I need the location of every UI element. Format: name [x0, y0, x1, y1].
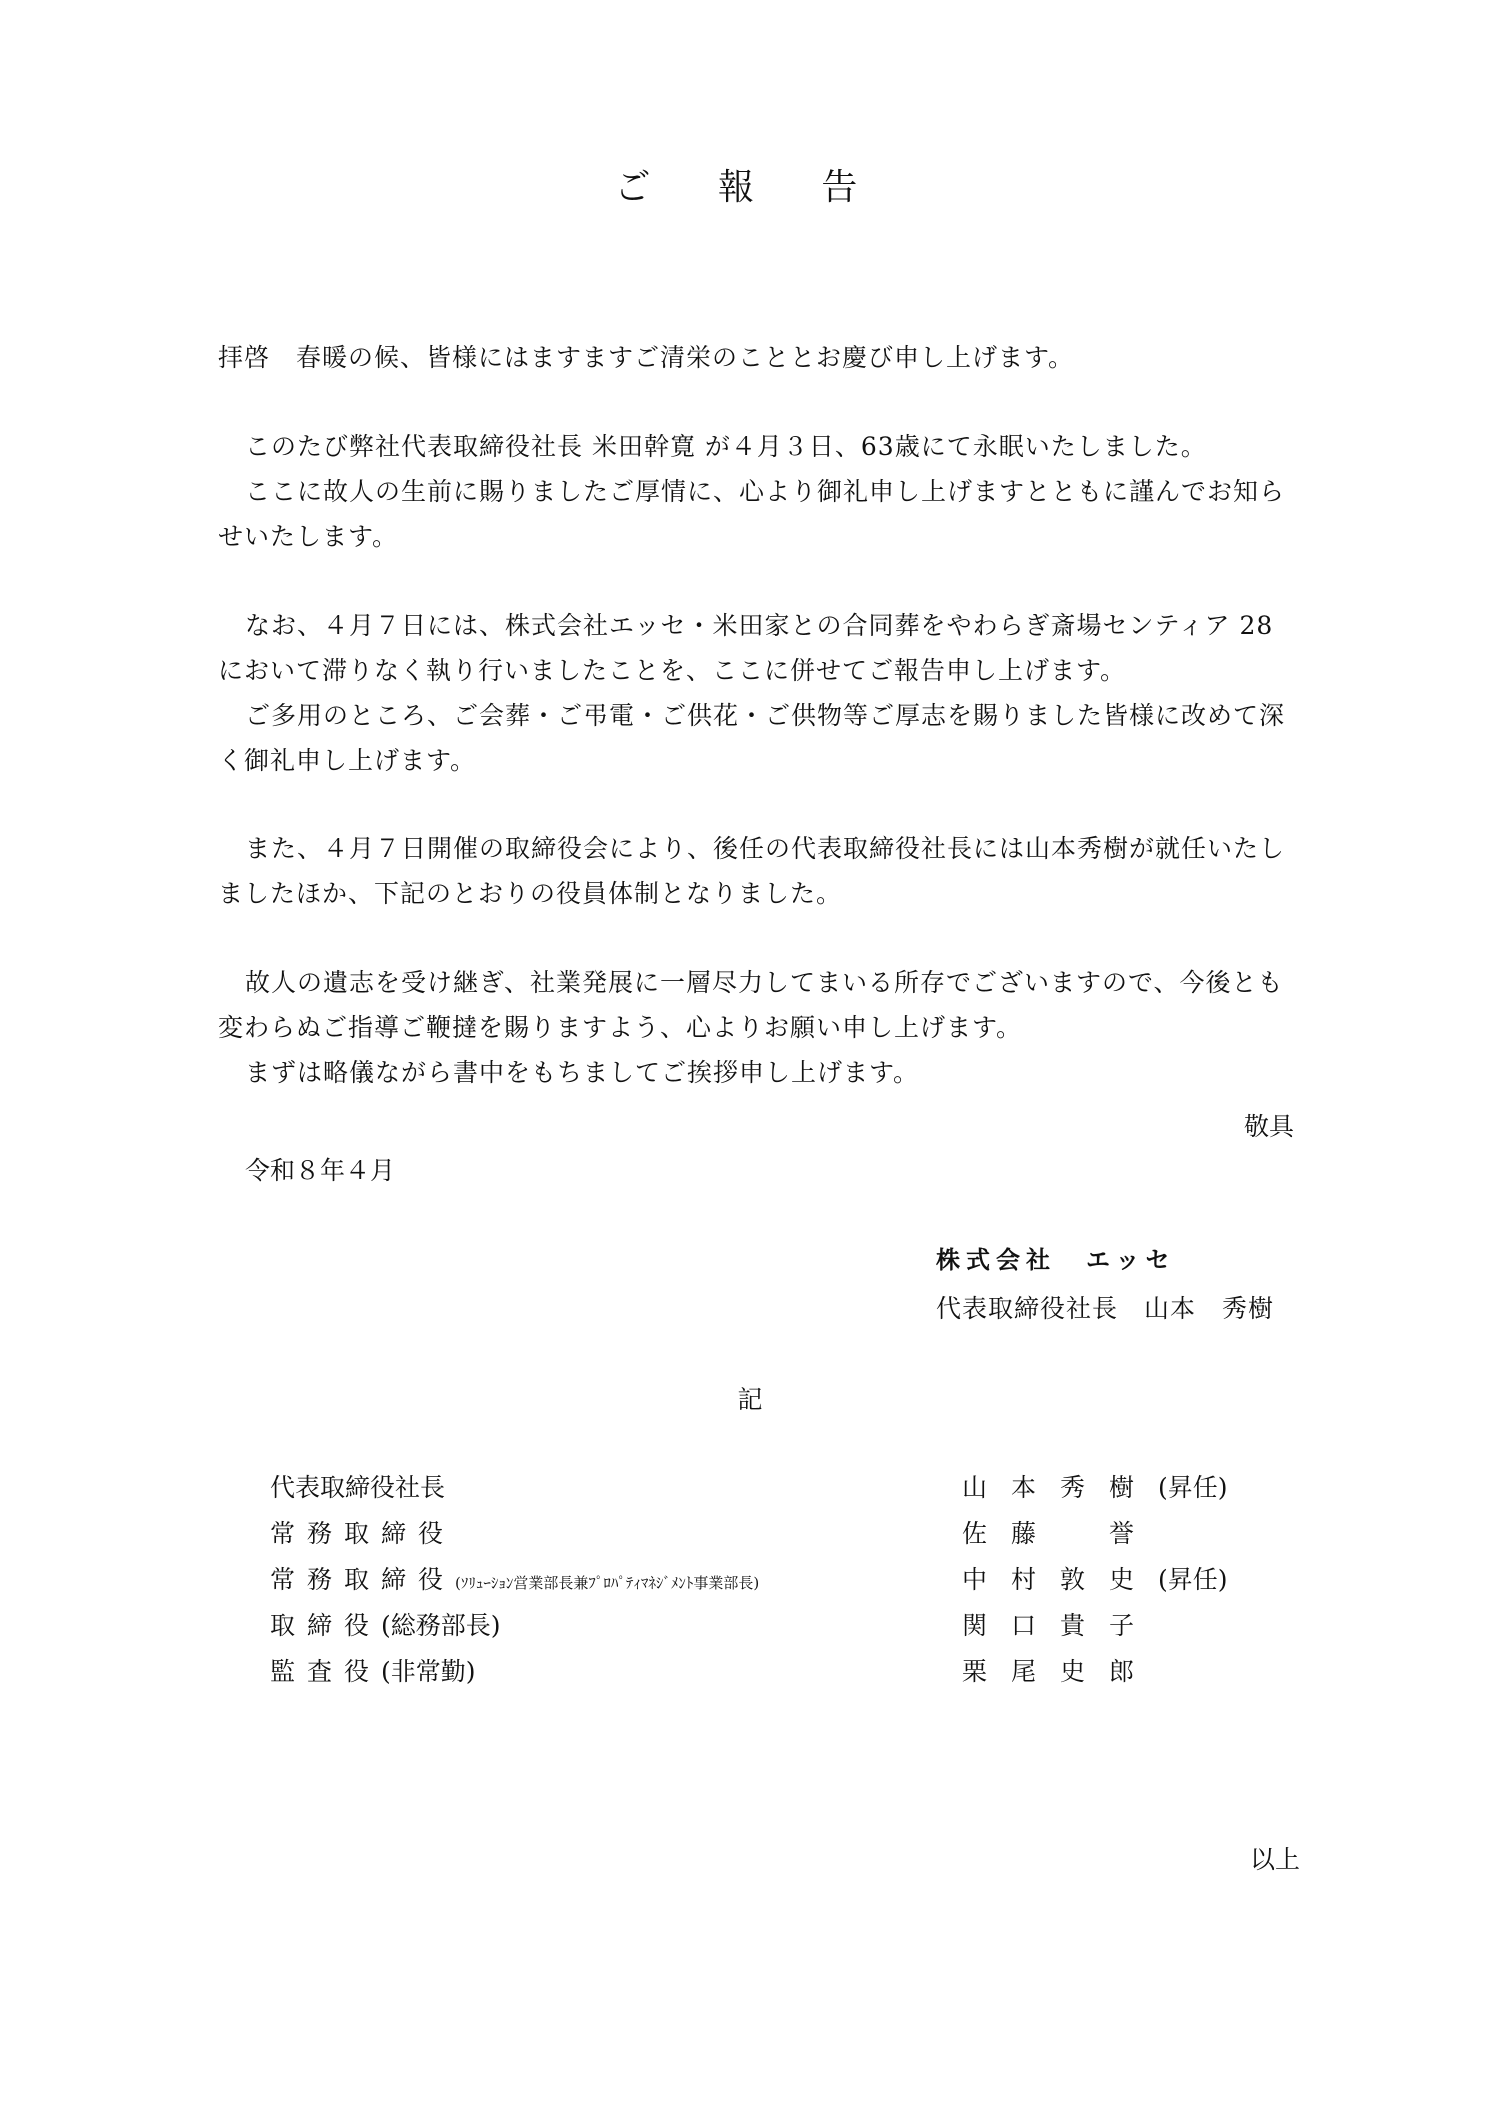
succession-section [218, 826, 1294, 916]
officer-name: 中村敦史 [962, 1565, 1159, 1594]
paragraph-2: ここに故人の生前に賜りましたご厚情に、心より御礼申し上げますとともに謹んでお知らせいたします。 [218, 477, 1286, 551]
officer-role-note: (総務部長) [381, 1611, 501, 1640]
page-title: ご 報 告 [614, 167, 886, 208]
ijou-end-mark: 以上 [1249, 1845, 1300, 1874]
officer-name: 山本秀樹 [962, 1473, 1159, 1502]
officer-name: 栗尾史郎 [962, 1657, 1159, 1686]
funeral-section [218, 603, 1294, 783]
officer-role-note: (非常勤) [381, 1657, 476, 1686]
officer-name: 関口貴子 [962, 1611, 1159, 1640]
officer-name: 佐藤 誉 [962, 1519, 1159, 1548]
officer-row [270, 1465, 1270, 1511]
officer-row [270, 1603, 1270, 1649]
officer-role-cell [270, 1465, 445, 1511]
paragraph-7: まずは略儀ながら書中をもちましてご挨拶申し上げます。 [245, 1058, 920, 1087]
closing-section [218, 960, 1294, 1095]
officer-list [270, 1465, 1270, 1695]
closing-word: 敬具 [1243, 1112, 1294, 1141]
officer-role-note: (ｿﾘｭｰｼｮﾝ営業部長兼ﾌﾟﾛﾊﾟﾃｨﾏﾈｼﾞﾒﾝﾄ事業部長) [455, 1574, 760, 1592]
officer-name-cell [962, 1511, 1158, 1557]
date: 令和８年４月 [245, 1156, 396, 1185]
officer-role: 代表取締役社長 [270, 1473, 446, 1502]
officer-row [270, 1557, 1270, 1603]
ki-heading: 記 [737, 1385, 763, 1414]
paragraph-6: 故人の遺志を受け継ぎ、社業発展に一層尽力してまいる所存でございますので、今後とも変わらぬご指導ご鞭撻を賜りますよう、心よりお願い申し上げます。 [218, 968, 1284, 1042]
officer-name-note: (昇任) [1158, 1565, 1228, 1594]
officer-role: 監査役 [270, 1657, 382, 1686]
officer-role: 常務取締役 [270, 1565, 456, 1594]
greeting [218, 335, 1294, 380]
officer-role-cell [270, 1557, 759, 1606]
officer-role-cell [270, 1511, 455, 1557]
officer-role-cell [270, 1649, 476, 1695]
greeting-text: 拝啓 春暖の候、皆様にはますますご清栄のこととお慶び申し上げます。 [218, 343, 1075, 372]
paragraph-3: なお、４月７日には、株式会社エッセ・米田家との合同葬をやわらぎ斎場センティア 28において滞りなく執り行いましたことを、ここに併せてご報告申し上げます。 [218, 611, 1274, 685]
paragraph-4: ご多用のところ、ご会葬・ご弔電・ご供花・ご供物等ご厚志を賜りました皆様に改めて深く御礼申し上げます。 [218, 701, 1286, 775]
officer-name-cell [962, 1557, 1228, 1603]
officer-name-cell [962, 1649, 1158, 1695]
officer-row [270, 1649, 1270, 1695]
officer-row [270, 1511, 1270, 1557]
officer-name-cell [962, 1603, 1158, 1649]
paragraph-5: また、４月７日開催の取締役会により、後任の代表取締役社長には山本秀樹が就任いたしましたほか、下記のとおりの役員体制となりました。 [218, 834, 1286, 908]
officer-name-note: (昇任) [1158, 1473, 1228, 1502]
paragraph-1: このたび弊社代表取締役社長 米田幹寛 が４月３日、63歳にて永眠いたしました。 [245, 432, 1207, 461]
company-name: 株式会社 エッセ [936, 1246, 1176, 1274]
officer-name-cell [962, 1465, 1228, 1511]
signer: 代表取締役社長 山本 秀樹 [936, 1294, 1275, 1323]
officer-role: 取締役 [270, 1611, 382, 1640]
officer-role-cell [270, 1603, 501, 1649]
announcement-section [218, 424, 1294, 559]
officer-role: 常務取締役 [270, 1519, 456, 1548]
